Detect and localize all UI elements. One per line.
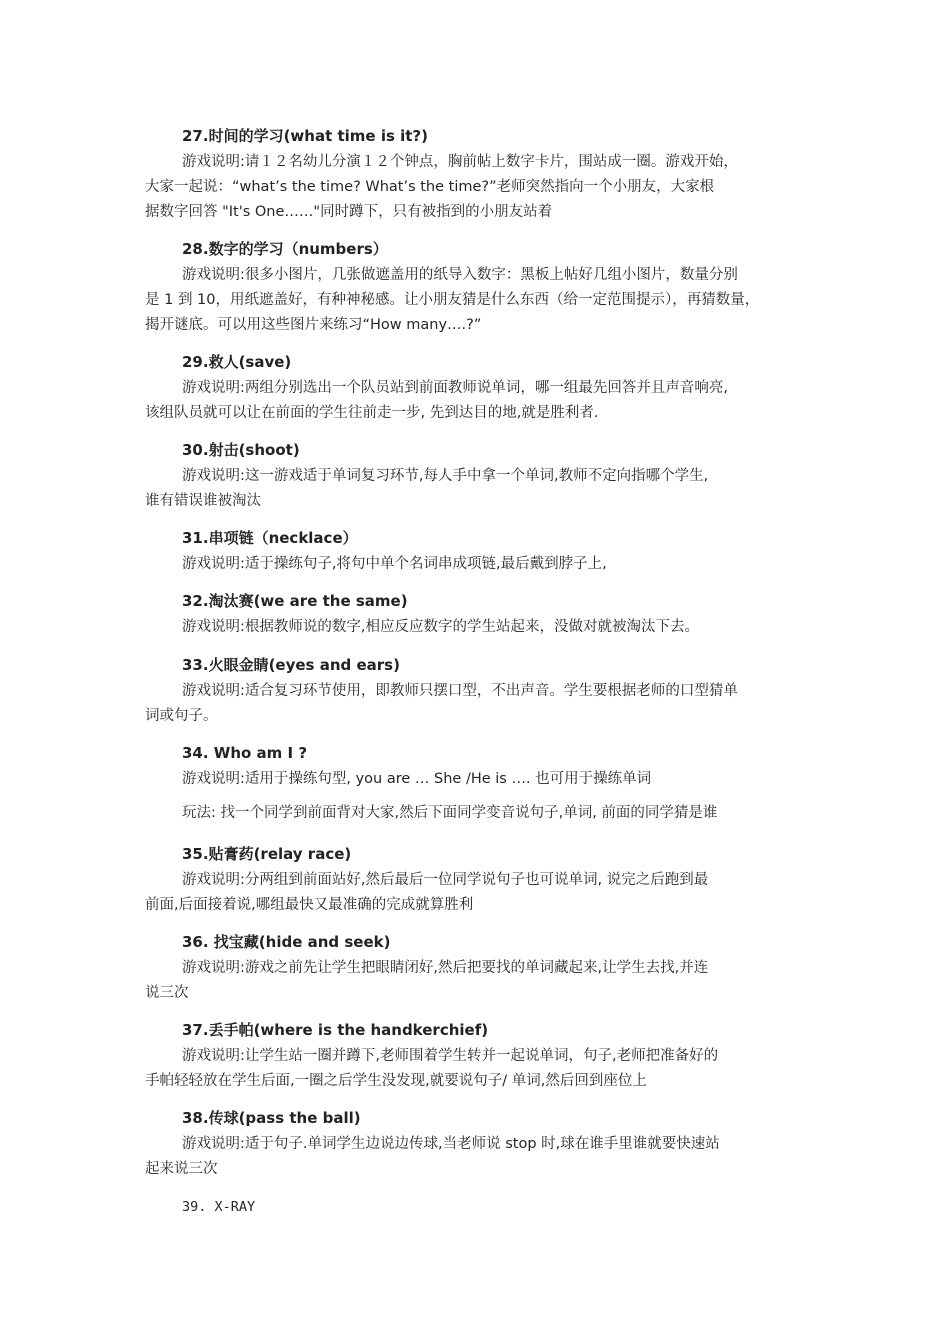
body-line: 游戏说明:让学生站一圈并蹲下,老师围着学生转并一起说单词，句子,老师把准备好的 xyxy=(182,1048,719,1064)
body-line: 游戏说明:两组分别选出一个队员站到前面教师说单词，哪一组最先回答并且声音响亮, xyxy=(182,380,728,396)
section-28 xyxy=(145,239,817,338)
section-body xyxy=(145,956,817,1006)
body-line: 游戏说明:这一游戏适于单词复习环节,每人手中拿一个单词,教师不定向指哪个学生, xyxy=(182,468,709,484)
body-line: 游戏说明:适于句子.单词学生边说边传球,当老师说 stop 时,球在谁手里谁就要快速站 xyxy=(182,1136,720,1152)
section-body xyxy=(145,1044,817,1094)
section-body xyxy=(145,767,817,792)
section-33 xyxy=(145,655,817,729)
section-body xyxy=(145,464,817,514)
body-line: 游戏说明:适用于操练句型, you are … She /He is …. 也可用于操练单词 xyxy=(182,771,652,787)
section-title: 29.救人(save) xyxy=(182,353,292,371)
body-line: 游戏说明:游戏之前先让学生把眼睛闭好,然后把要找的单词藏起来,让学生去找,并连 xyxy=(182,960,709,976)
section-title: 30.射击(shoot) xyxy=(182,441,300,459)
section-body xyxy=(145,1132,817,1182)
body-line: 谁有错误谁被淘汰 xyxy=(145,493,261,509)
body-line: 游戏说明:适于操练句子,将句中单个名词串成项链,最后戴到脖子上, xyxy=(182,556,607,572)
section-body xyxy=(145,868,817,918)
body-line: 游戏说明:适合复习环节使用，即教师只摆口型，不出声音。学生要根据老师的口型猜单 xyxy=(182,683,738,699)
section-38 xyxy=(145,1108,817,1182)
section-body xyxy=(145,263,817,338)
section-title: 28.数字的学习（numbers） xyxy=(182,240,388,258)
section-title: 27.时间的学习(what time is it?) xyxy=(182,127,428,145)
body-line: 游戏说明:请１２名幼儿分演１２个钟点，胸前帖上数字卡片，围站成一圈。游戏开始， xyxy=(182,154,738,170)
section-29 xyxy=(145,352,817,426)
section-note: 玩法: 找一个同学到前面背对大家,然后下面同学变音说句子,单词, 前面的同学猜是谁 xyxy=(182,805,718,821)
body-line: 词或句子。 xyxy=(145,708,218,724)
body-line: 游戏说明:很多小图片，几张做遮盖用的纸导入数字：黑板上帖好几组小图片，数量分别 xyxy=(182,267,738,283)
section-37 xyxy=(145,1020,817,1094)
section-32 xyxy=(145,591,817,640)
body-line: 手帕轻轻放在学生后面,一圈之后学生没发现,就要说句子/ 单词,然后回到座位上 xyxy=(145,1073,647,1089)
section-title: 34. Who am I ? xyxy=(182,744,308,762)
section-36 xyxy=(145,932,817,1006)
section-body xyxy=(145,615,817,640)
section-title: 31.串项链（necklace） xyxy=(182,529,358,547)
section-title: 39. X-RAY xyxy=(182,1199,256,1215)
section-31 xyxy=(145,528,817,577)
section-body xyxy=(145,150,817,225)
section-39 xyxy=(145,1197,817,1217)
section-body xyxy=(145,376,817,426)
section-27 xyxy=(145,126,817,225)
section-34 xyxy=(145,743,817,823)
section-body xyxy=(145,679,817,729)
body-line: 说三次 xyxy=(145,985,189,1001)
body-line: 大家一起说：“what’s the time? What’s the time?”老师突然指向一个小朋友，大家根 xyxy=(145,179,715,195)
section-30 xyxy=(145,440,817,514)
section-title: 37.丢手帕(where is the handkerchief) xyxy=(182,1021,489,1039)
body-line: 据数字回答 "It's One……"同时蹲下，只有被指到的小朋友站着 xyxy=(145,204,553,220)
body-line: 该组队员就可以让在前面的学生往前走一步, 先到达目的地,就是胜利者. xyxy=(145,405,599,421)
body-line: 前面,后面接着说,哪组最快又最准确的完成就算胜利 xyxy=(145,897,474,913)
section-35 xyxy=(145,844,817,918)
body-line: 揭开谜底。可以用这些图片来练习“How many….?” xyxy=(145,317,482,333)
section-title: 35.贴膏药(relay race) xyxy=(182,845,352,863)
section-title: 33.火眼金睛(eyes and ears) xyxy=(182,656,400,674)
section-title: 32.淘汰赛(we are the same) xyxy=(182,592,408,610)
section-body xyxy=(145,552,817,577)
body-line: 起来说三次 xyxy=(145,1161,218,1177)
section-title: 38.传球(pass the ball) xyxy=(182,1109,361,1127)
body-line: 游戏说明:根据教师说的数字,相应反应数字的学生站起来，没做对就被淘汰下去。 xyxy=(182,619,699,635)
body-line: 游戏说明:分两组到前面站好,然后最后一位同学说句子也可说单词, 说完之后跑到最 xyxy=(182,872,709,888)
body-line: 是 1 到 10，用纸遮盖好，有种神秘感。让小朋友猜是什么东西（给一定范围提示），再猜数量， xyxy=(145,292,760,308)
section-title: 36. 找宝藏(hide and seek) xyxy=(182,933,391,951)
